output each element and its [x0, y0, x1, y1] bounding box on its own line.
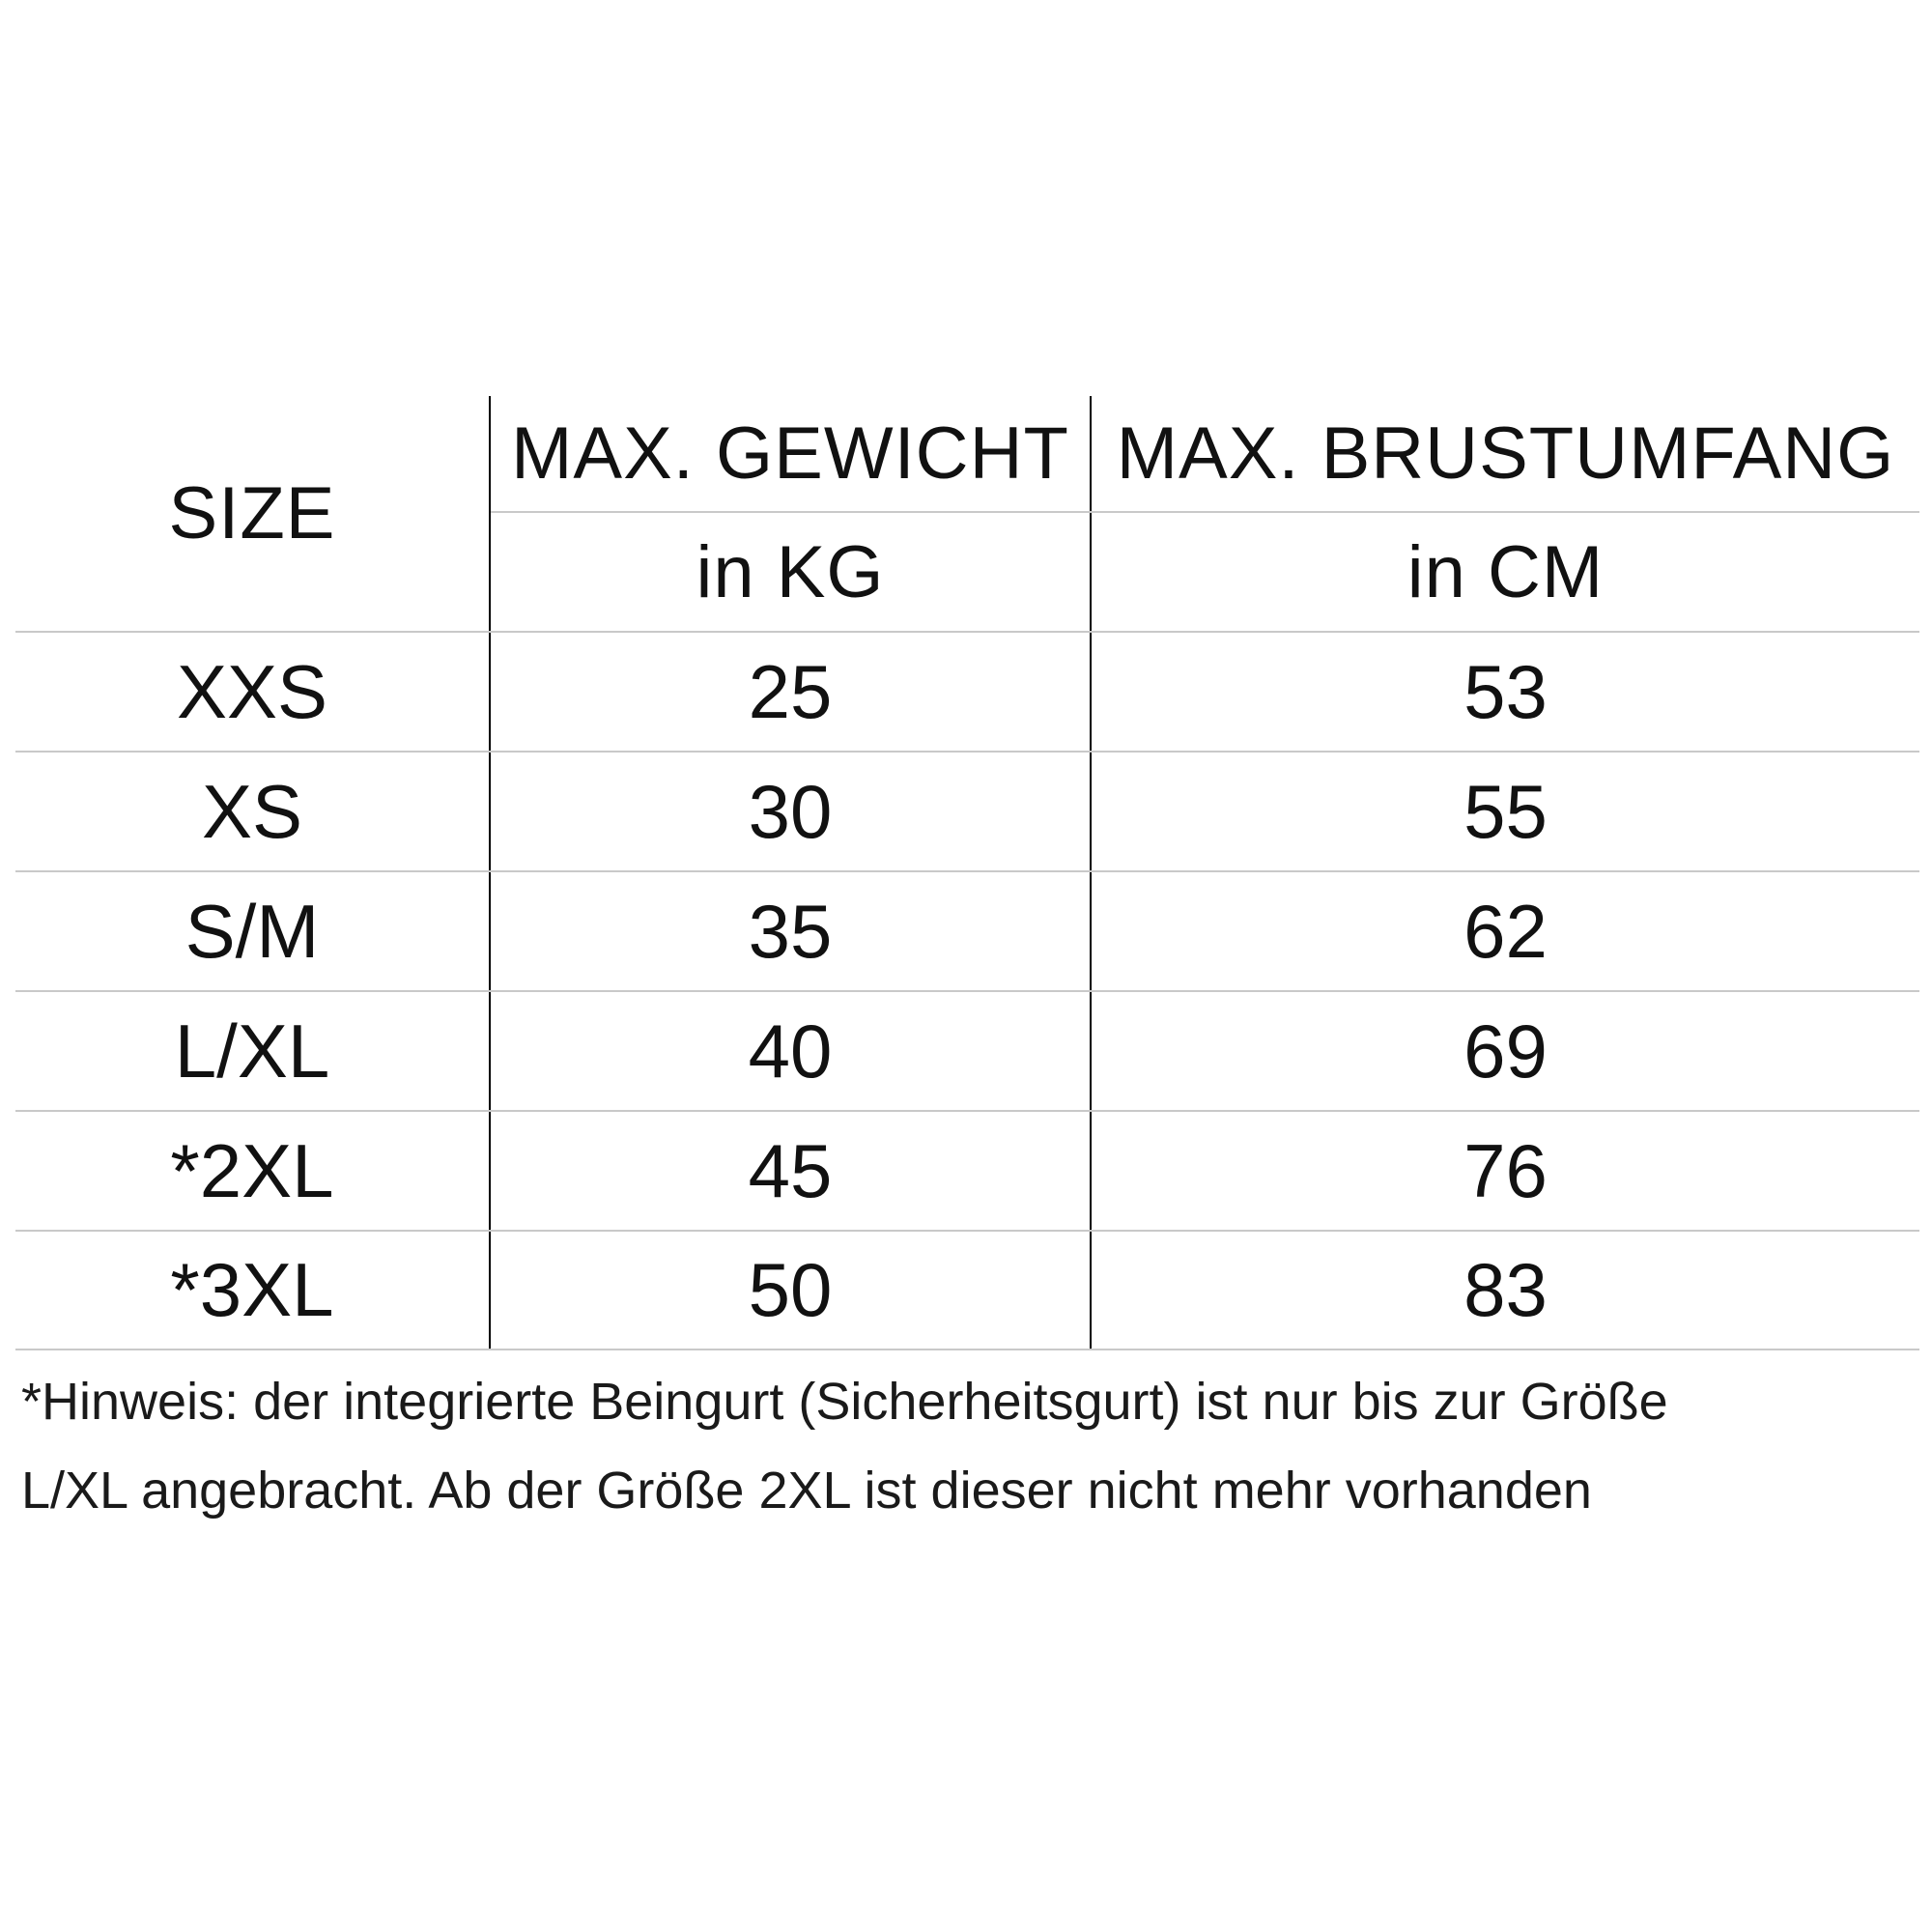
- weight-cell: 40: [748, 1008, 833, 1094]
- footnote-line-1: *Hinweis: der integrierte Beingurt (Sicherheitsgurt) ist nur bis zur Größe: [21, 1373, 1668, 1431]
- row-divider: [15, 1349, 1919, 1350]
- weight-cell: 50: [748, 1247, 833, 1332]
- size-cell: XS: [201, 768, 303, 854]
- size-cell: *2XL: [170, 1127, 334, 1213]
- header-chest-title: MAX. BRUSTUMFANG: [1116, 412, 1895, 495]
- chest-cell: 55: [1463, 768, 1548, 854]
- chest-cell: 62: [1463, 888, 1548, 974]
- footnote-line-2: L/XL angebracht. Ab der Größe 2XL ist dieser nicht mehr vorhanden: [21, 1462, 1592, 1520]
- header-size: SIZE: [168, 472, 336, 554]
- chest-cell: 69: [1463, 1008, 1548, 1094]
- chest-cell: 53: [1463, 648, 1548, 734]
- size-cell: L/XL: [174, 1008, 330, 1094]
- size-table: [15, 396, 1919, 1350]
- weight-cell: 30: [748, 768, 833, 854]
- size-cell: S/M: [185, 888, 320, 974]
- header-weight-title: MAX. GEWICHT: [511, 412, 1069, 495]
- size-cell: *3XL: [170, 1247, 334, 1332]
- footnote: [21, 1357, 1915, 1535]
- chest-cell: 83: [1463, 1247, 1548, 1332]
- header-chest-unit: in CM: [1406, 530, 1605, 613]
- header-weight-unit: in KG: [696, 530, 885, 613]
- weight-cell: 45: [748, 1127, 833, 1213]
- weight-cell: 35: [748, 888, 833, 974]
- chest-cell: 76: [1463, 1127, 1548, 1213]
- weight-cell: 25: [748, 648, 833, 734]
- size-cell: XXS: [176, 648, 328, 734]
